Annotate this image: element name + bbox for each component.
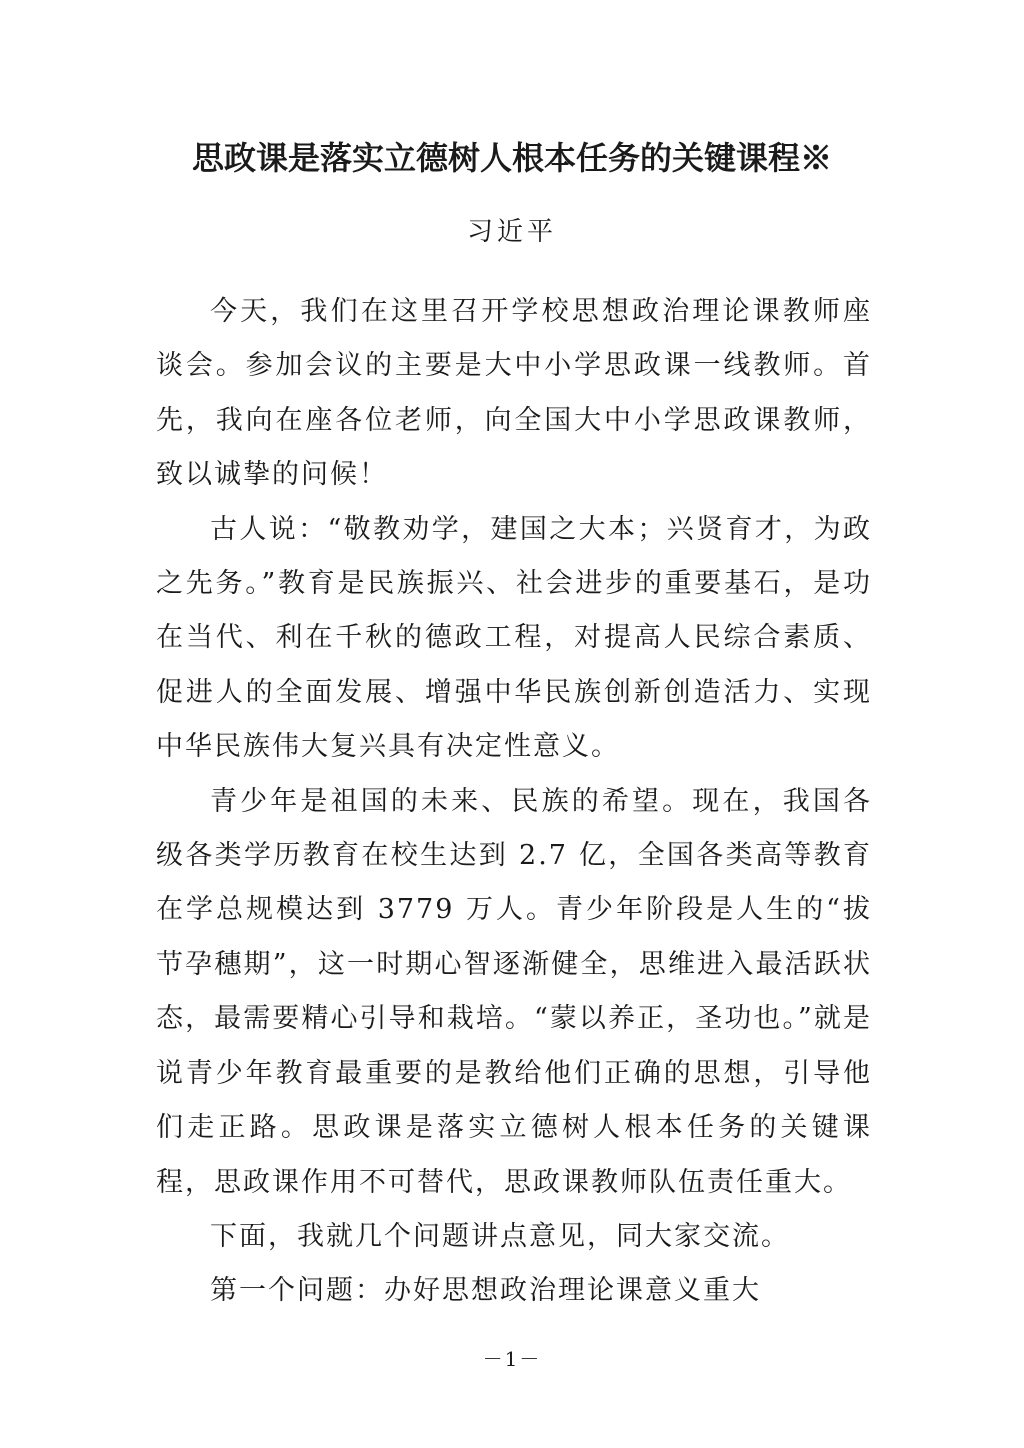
- paragraph-1: 今天，我们在这里召开学校思想政治理论课教师座谈会。参加会议的主要是大中小学思政课一线教师。首先，我向在座各位老师，向全国大中小学思政课教师，致以诚挚的问候！: [156, 296, 872, 491]
- paragraph-2: 古人说：“敬教劝学，建国之大本；兴贤育才，为政之先务。”教育是民族振兴、社会进步的重要基石，是功在当代、利在千秋的德政工程，对提高人民综合素质、促进人的全面发展、增强中华民族创新创造活力、实现中华民族伟大复兴具有决定性意义。: [156, 513, 872, 763]
- paragraph-4: 下面，我就几个问题讲点意见，同大家交流。: [210, 1220, 790, 1252]
- document-author: 习近平: [466, 217, 557, 247]
- document-body: [156, 285, 872, 1319]
- paragraph-3: 青少年是祖国的未来、民族的希望。现在，我国各级各类学历教育在校生达到 2.7 亿，全国各类高等教育在学总规模达到 3779 万人。青少年阶段是人生的“拔节孕穗期”，这一时期心智逐渐健全，思维进入最活跃状态，最需要精心引导和栽培。“蒙以养正，圣功也。”就是说青少年教育最重要的是教给他们正确的思想，引导他们走正路。思政课是落实立德树人根本任务的关键课程，思政课作用不可替代，思政课教师队伍责任重大。: [156, 785, 872, 1198]
- page-number: －1－: [482, 1347, 542, 1371]
- paragraph-5: 第一个问题：办好思想政治理论课意义重大: [210, 1275, 761, 1307]
- document-title: 思政课是落实立德树人根本任务的关键课程※: [191, 139, 832, 177]
